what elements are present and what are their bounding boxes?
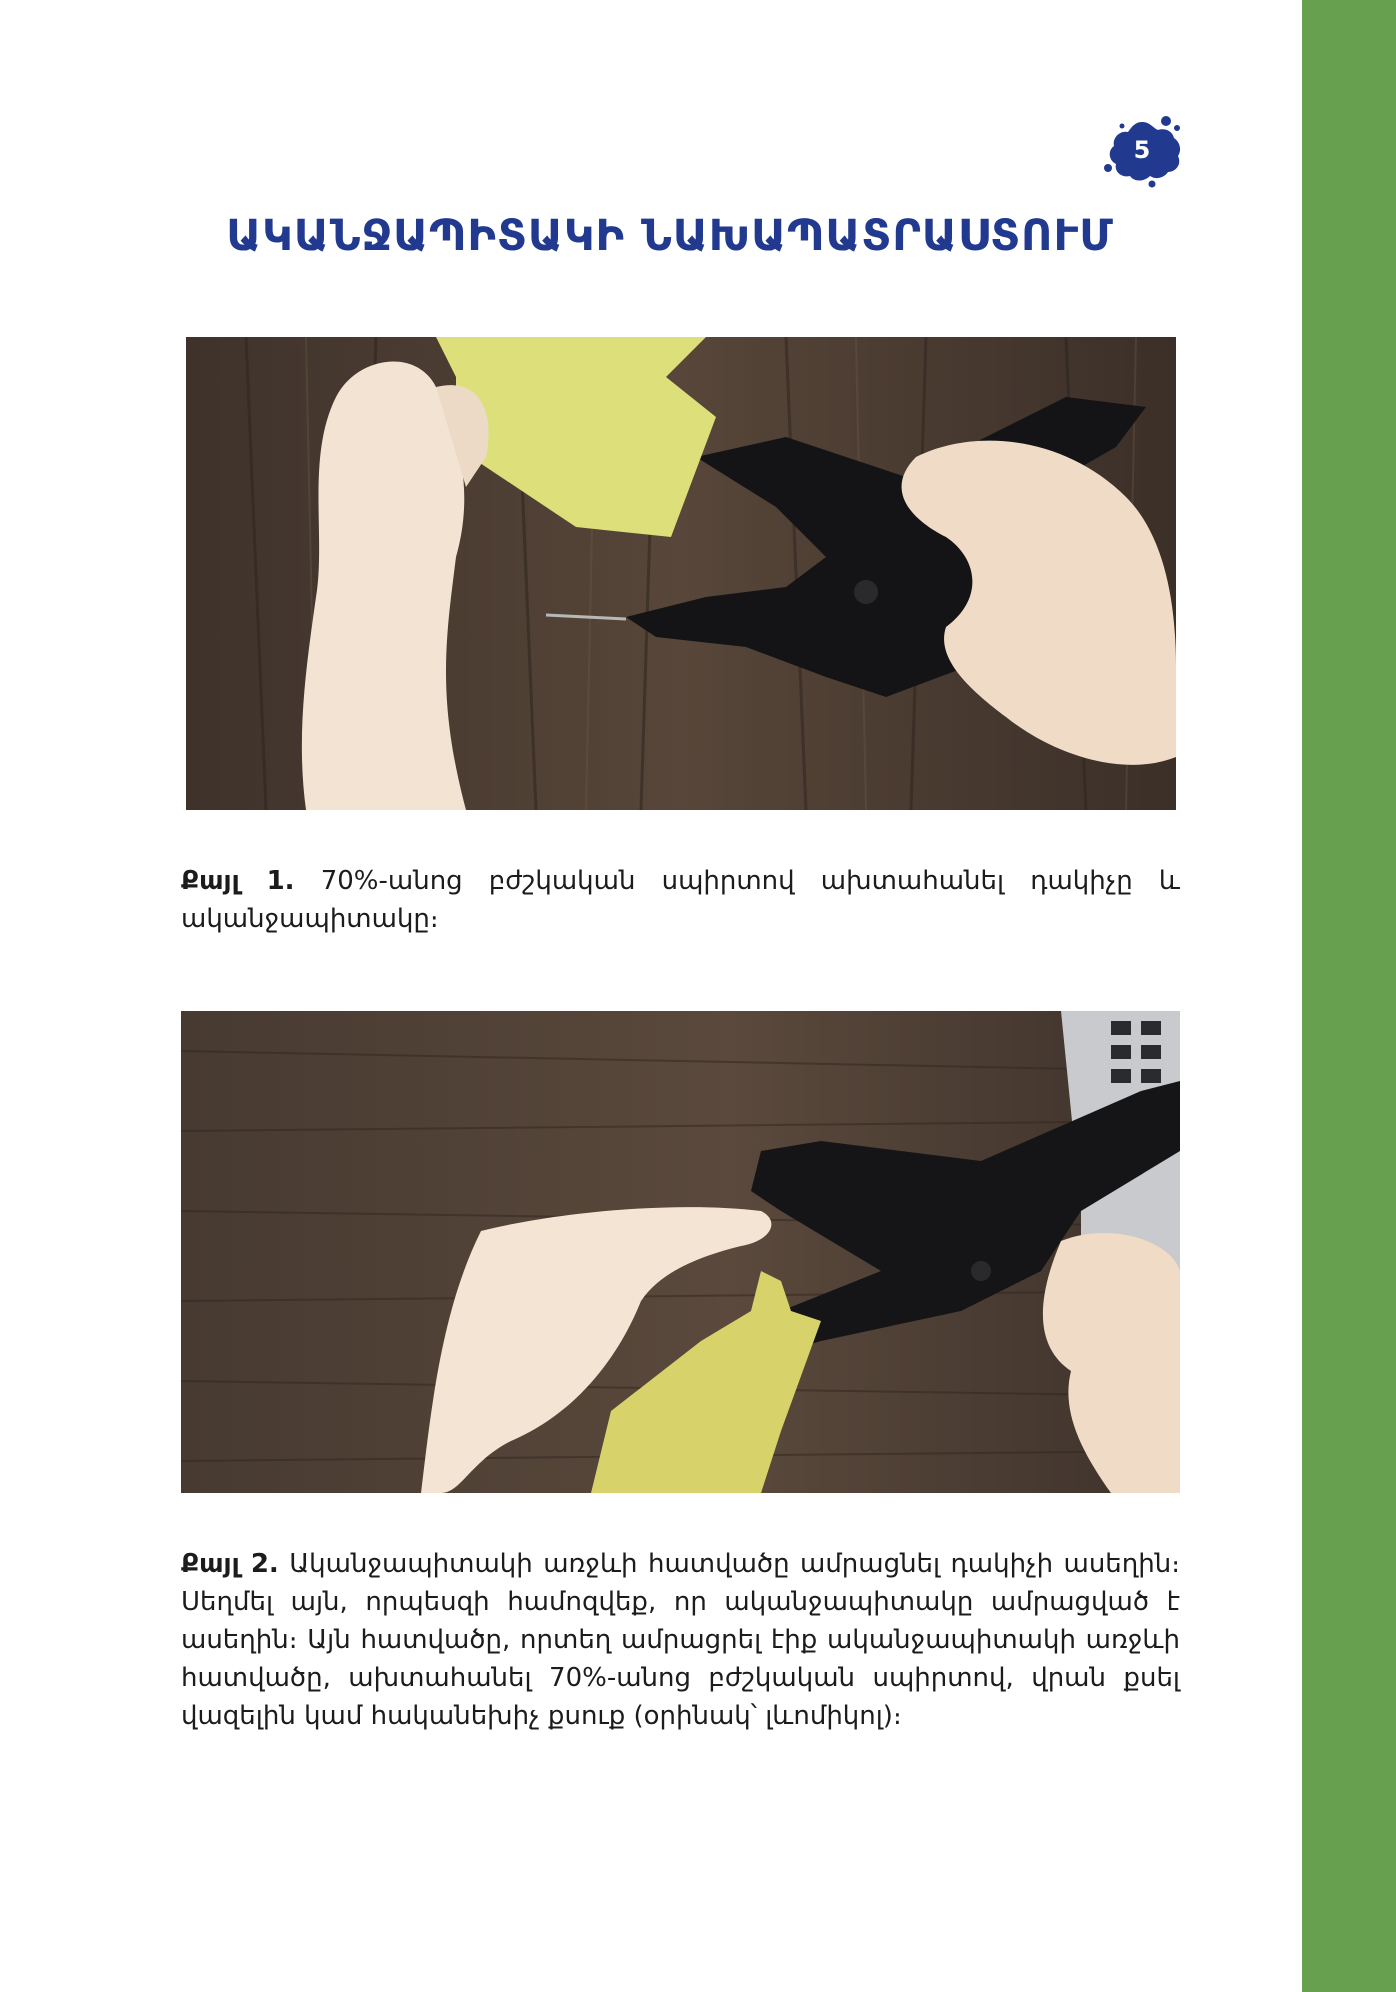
page-number: 5 [1133, 136, 1151, 164]
step-2-label: Քայլ 2. [181, 1549, 279, 1579]
page-number-badge [1100, 112, 1184, 190]
step-1-text [181, 862, 1180, 938]
page-title: ԱԿԱՆՋԱՊԻՏԱԿԻ ՆԱԽԱՊԱՏՐԱՍՏՈՒՄ [226, 211, 1114, 261]
step-1-label: Քայլ 1. [181, 866, 295, 896]
step-1-photo [186, 337, 1176, 810]
side-stripe [1302, 0, 1396, 1992]
step-1-body: 70%-անոց բժշկական սպիրտով ախտահանել դակիչը և ականջապիտակը։ [181, 866, 1181, 934]
step-2-body: Ականջապիտակի առջևի հատվածը ամրացնել դակիչի ասեղին։ Սեղմել այն, որպեսզի համոզվեք, որ ականջապիտակը ամրացված է ասեղին։ Այն հատվածը, որտեղ ամրացրել էիք ականջապիտակի առջևի հատվածը, ախտահանել 70%-անոց բժշկական սպիրտով, վրան քսել վազելին կամ հականեխիչ քսուք (օրինակ՝ լևոմիկոլ)։ [181, 1549, 1180, 1731]
step-2-text [181, 1545, 1180, 1735]
step-2-photo [181, 1011, 1180, 1493]
